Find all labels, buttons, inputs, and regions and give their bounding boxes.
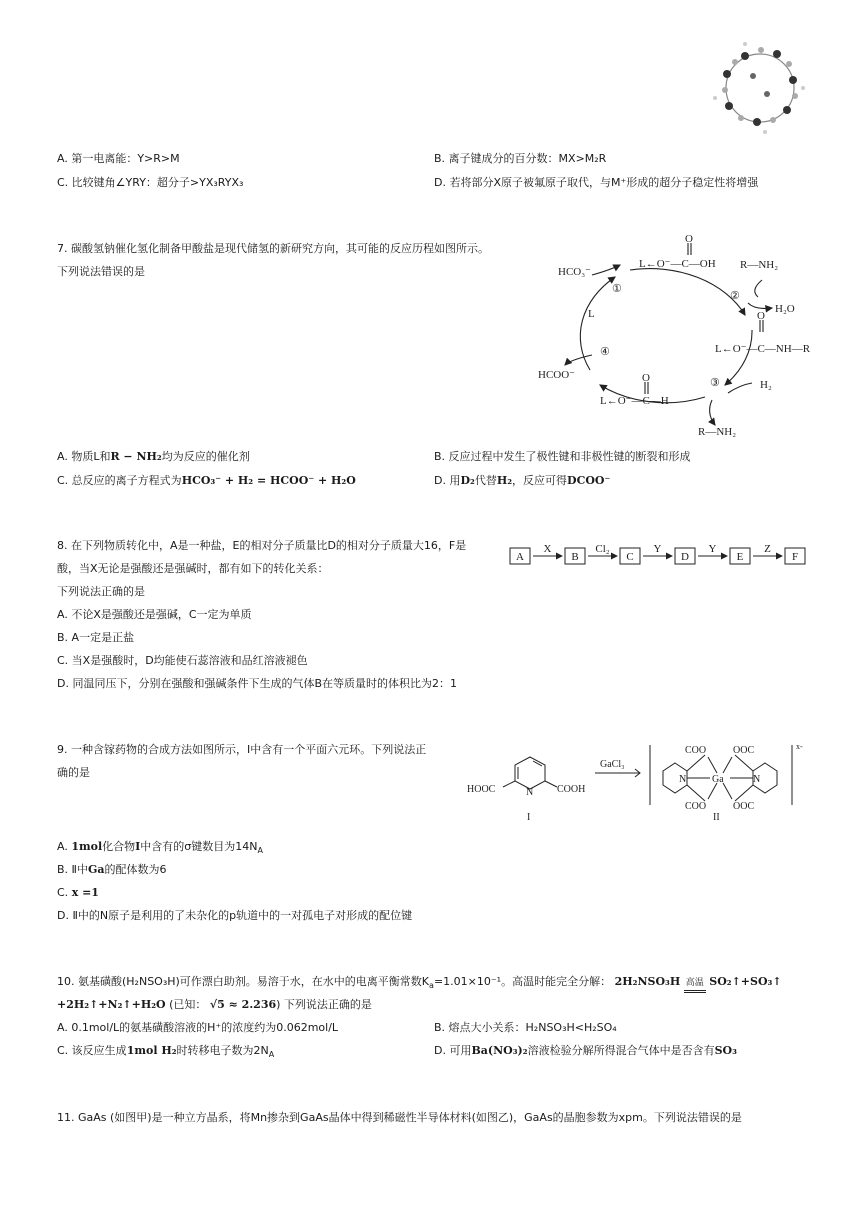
q7-option-a: A. 物质L和R − NH₂均为反应的催化剂 <box>57 450 250 463</box>
q9-stem-line-1: 9. 一种含镓药物的合成方法如图所示，Ⅰ中含有一个平面六元环。下列说法正 <box>57 743 427 756</box>
q8-chain-arrow-label: Z <box>764 543 771 555</box>
q9-i-n: N <box>526 787 534 798</box>
q7-stem-line-2: 下列说法错误的是 <box>57 265 145 278</box>
q8-chain-arrow-label: Y <box>653 543 662 555</box>
q8-chain-box-label: A <box>516 551 524 563</box>
q10-option-d: D. 可用Ba(NO₃)₂溶液检验分解所得混合气体中是否含有SO₃ <box>434 1044 737 1057</box>
q7-step-4: ④ <box>600 346 610 358</box>
q8-conversion-chain <box>508 538 808 568</box>
q7-hcoo-label: HCOO⁻ <box>538 369 575 381</box>
q6-option-c: C. 比较键角∠YRY：超分子>YX₃RYX₃ <box>57 176 244 189</box>
q8-chain-arrow-label: Cl₂ <box>595 543 610 555</box>
q7-bottom-species: L←O⁻—C—H <box>600 395 669 407</box>
q9-label-ii: II <box>713 812 720 823</box>
q7-step-3: ③ <box>710 377 720 389</box>
q10-option-a: A. 0.1mol/L的氨基磺酸溶液的H⁺的浓度约为0.062mol/L <box>57 1021 339 1034</box>
q9-ii-ooc-bottom-right: OOC <box>733 801 755 812</box>
q7-rnh2-bottom: R—NH₂ <box>698 426 737 438</box>
q8-chain-box-label: B <box>571 551 579 563</box>
q7-rnh2-top: R—NH₂ <box>740 259 779 271</box>
q7-right-carbonyl-o: O <box>757 310 765 322</box>
q9-i-hooc: HOOC <box>467 784 496 795</box>
q8-chain-box-label: C <box>626 551 634 563</box>
supramolecule-figure <box>705 40 815 135</box>
q9-option-a: A. 1mol化合物I中含有的σ键数目为$14N_A$ <box>57 840 263 856</box>
q10-option-c: C. 该反应生成1mol H₂时转移电子数为$2N_A$ <box>57 1044 275 1060</box>
q9-stem-line-2: 确的是 <box>57 766 90 779</box>
q6-option-a: A. 第一电离能：Y>R>M <box>57 152 180 165</box>
q9-ii-ga: Ga <box>712 774 724 785</box>
q8-stem-line-2: 酸，当X无论是强酸还是强碱时，都有如下的转化关系： <box>57 562 329 575</box>
q8-chain-arrow-label: Y <box>708 543 717 555</box>
q8-stem-line-3: 下列说法正确的是 <box>57 585 145 598</box>
q7-step-1: ① <box>612 283 622 295</box>
q11-stem: 11. GaAs (如图甲)是一种立方晶系，将Mn掺杂到GaAs晶体中得到稀磁性半导体材料(如图乙)，GaAs的晶胞参数为xpm。下列说法错误的是 <box>57 1111 742 1124</box>
q7-right-species: L←O⁻—C—NH—R <box>715 343 811 355</box>
q9-option-c: C. x =1 <box>57 886 99 899</box>
q10-option-b: B. 熔点大小关系：H₂NSO₃H<H₂SO₄ <box>434 1021 617 1034</box>
q7-top-species: L←O⁻—C—OH <box>639 258 716 270</box>
q8-chain-box-label: D <box>681 551 689 563</box>
q9-ii-n-left: N <box>679 774 687 785</box>
q7-top-carbonyl-o: O <box>685 233 693 245</box>
q7-step-2: ② <box>730 290 740 302</box>
q6-option-b: B. 离子键成分的百分数：MX>M₂R <box>434 152 607 165</box>
q7-h2-label: H₂ <box>760 379 772 391</box>
q9-ii-charge: x- <box>796 742 803 751</box>
q7-bottom-carbonyl-o: O <box>642 372 650 384</box>
q7-hco3-label: HCO₃⁻ <box>558 266 591 278</box>
q9-option-d: D. Ⅱ中的N原子是利用的了未杂化的p轨道中的一对孤电子对形成的配位键 <box>57 909 413 922</box>
q8-chain-arrow-label: X <box>543 543 552 555</box>
q7-h2o-label: H₂O <box>775 303 795 315</box>
q8-option-a: A. 不论X是强酸还是强碱，C一定为单质 <box>57 608 252 621</box>
q10-stem-line-1: 10. 氨基磺酸(H₂NSO₃H)可作漂白助剂。易溶于水，在水中的电离平衡常数$K_a=1.01\times 10^{-1}$。高温时能完全分解： 2H₂NSO₃H 高温 SO₂↑+SO₃↑ <box>57 975 782 993</box>
q9-ii-coo-top-left: COO <box>685 745 707 756</box>
q9-reagent: GaCl₃ <box>600 759 625 770</box>
q8-option-c: C. 当X是强酸时，D均能使石蕊溶液和品红溶液褪色 <box>57 654 308 667</box>
q7-l-label: L <box>588 308 595 320</box>
q7-stem-line-1: 7. 碳酸氢钠催化氢化制备甲酸盐是现代储氢的新研究方向，其可能的反应历程如图所示。 <box>57 242 489 255</box>
q9-i-cooh: COOH <box>557 784 586 795</box>
q8-chain-box-label: E <box>736 551 744 563</box>
q9-label-i: I <box>527 812 531 823</box>
q9-synthesis-scheme <box>465 735 810 825</box>
q8-stem-line-1: 8. 在下列物质转化中，A是一种盐，E的相对分子质量比D的相对分子质量大16，F是 <box>57 539 467 552</box>
q8-chain-box-label: F <box>791 551 799 563</box>
q7-option-b: B. 反应过程中发生了极性键和非极性键的断裂和形成 <box>434 450 691 463</box>
q7-reaction-cycle-diagram <box>530 235 830 445</box>
q9-option-b: B. Ⅱ中Ga的配体数为6 <box>57 863 167 876</box>
q7-option-c: C. 总反应的离子方程式为HCO₃⁻ + H₂ = HCOO⁻ + H₂O <box>57 474 356 487</box>
q8-option-d: D. 同温同压下，分别在强酸和强碱条件下生成的气体B在等质量时的体积比为2：1 <box>57 677 458 690</box>
q9-ii-coo-bottom-left: COO <box>685 801 707 812</box>
q7-option-d: D. 用D₂代替H₂，反应可得DCOO⁻ <box>434 474 611 487</box>
q10-stem-line-2: +2H₂↑+N₂↑+H₂O (已知： √5 ≈ 2.236) 下列说法正确的是 <box>57 998 372 1011</box>
q9-ii-ooc-top-right: OOC <box>733 745 755 756</box>
q9-ii-n-right: N <box>753 774 761 785</box>
q8-option-b: B. A一定是正盐 <box>57 631 135 644</box>
q6-option-d: D. 若将部分X原子被氟原子取代，与M⁺形成的超分子稳定性将增强 <box>434 176 759 189</box>
